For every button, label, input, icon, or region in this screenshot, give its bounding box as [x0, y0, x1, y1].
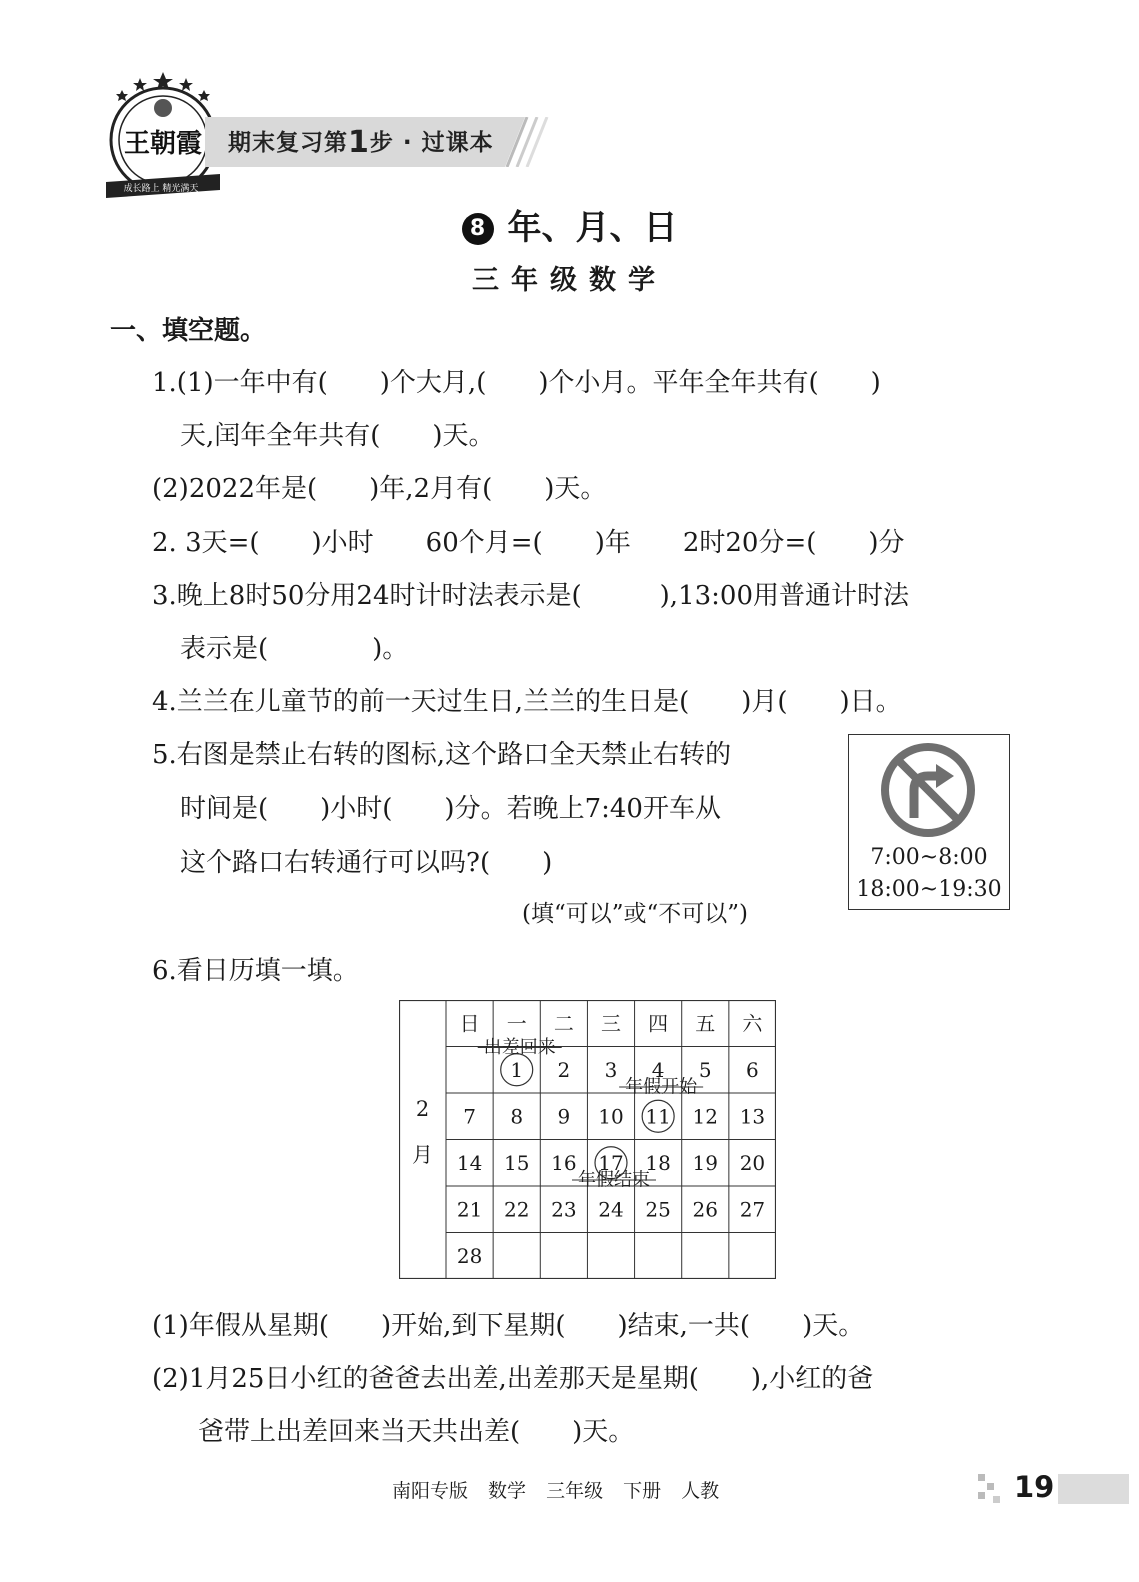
calendar-weekday: 日 [459, 1011, 480, 1036]
annotation-return: 出差回来 [483, 1037, 556, 1058]
question-3-line-1: 3.晚上8时50分用24时计时法表示是( ),13:00用普通计时法 [152, 581, 909, 611]
question-5-line-2: 时间是( )小时( )分。若晚上7:40开车从 [180, 794, 721, 824]
calendar-day: 2 [557, 1057, 571, 1082]
calendar-day: 8 [510, 1104, 524, 1129]
calendar-day: 12 [692, 1104, 719, 1129]
calendar-day: 5 [698, 1057, 712, 1082]
page-number-bar [1058, 1474, 1129, 1504]
section-title: 一、填空题。 [110, 316, 267, 346]
calendar-day: 3 [604, 1057, 618, 1082]
calendar-day: 20 [739, 1150, 766, 1175]
calendar-day: 18 [645, 1150, 671, 1175]
question-3-line-2: 表示是( )。 [180, 634, 409, 664]
calendar-day: 6 [746, 1057, 759, 1082]
page-number: 19 [1014, 1470, 1055, 1504]
calendar-day: 26 [692, 1197, 719, 1222]
calendar-day: 23 [551, 1197, 577, 1222]
question-1-2: (2)2022年是( )年,2月有( )天。 [152, 474, 607, 504]
annotation-holiday-start: 年假开始 [625, 1076, 698, 1098]
annotation-holiday-end: 年假结束 [578, 1169, 650, 1191]
calendar-day: 24 [598, 1197, 624, 1222]
calendar-day: 19 [692, 1150, 719, 1175]
calendar-day: 16 [551, 1150, 577, 1175]
no-right-turn-icon [880, 742, 976, 838]
calendar-day: 11 [645, 1104, 671, 1129]
question-6-1: (1)年假从星期( )开始,到下星期( )结束,一共( )天。 [152, 1311, 865, 1341]
calendar-day: 9 [557, 1104, 571, 1129]
svg-text:成长路上 精光满天: 成长路上 精光满天 [123, 184, 199, 194]
question-6-2-line-2: 爸带上出差回来当天共出差( )天。 [198, 1417, 635, 1447]
question-6-2-line-1: (2)1月25日小红的爸爸去出差,出差那天是星期( ),小红的爸 [152, 1364, 874, 1394]
calendar-day: 14 [456, 1150, 483, 1175]
calendar-day: 27 [739, 1197, 766, 1222]
sign-time-evening: 18:00~19:30 [856, 877, 1002, 902]
calendar-day: 25 [645, 1197, 671, 1222]
question-6: 6.看日历填一填。 [152, 956, 359, 986]
calendar-weekday: 四 [648, 1011, 669, 1036]
calendar-month-number: 2 [415, 1096, 430, 1121]
calendar-table [399, 1000, 776, 1279]
page-corner-decoration [978, 1474, 1000, 1504]
calendar-weekday: 二 [553, 1011, 574, 1036]
calendar-day: 13 [739, 1104, 766, 1129]
chapter-number-badge: 8 [462, 213, 494, 245]
svg-text:王朝霞: 王朝霞 [123, 129, 203, 159]
calendar-day: 4 [651, 1057, 665, 1082]
banner-text: 期末复习第1步 · 过课本 [228, 125, 494, 160]
calendar-weekday: 六 [742, 1011, 763, 1036]
calendar-day: 22 [503, 1197, 530, 1222]
calendar-day: 1 [510, 1057, 524, 1082]
calendar-day: 17 [598, 1150, 624, 1175]
question-5-hint: (填“可以”或“不可以”) [522, 901, 748, 927]
calendar-day: 28 [456, 1243, 483, 1268]
question-1-1-line-1: 1.(1)一年中有( )个大月,( )个小月。平年全年共有( ) [152, 368, 881, 398]
calendar-weekday: 三 [601, 1011, 621, 1036]
calendar-day: 15 [503, 1150, 530, 1175]
footer-text: 南阳专版 数学 三年级 下册 人教 [392, 1480, 720, 1502]
calendar-month-label: 月 [412, 1142, 433, 1167]
calendar-day: 7 [463, 1104, 476, 1129]
question-1-1-line-2: 天,闰年全年共有( )天。 [180, 421, 495, 451]
question-2: 2. 3天=( )小时 60个月=( )年 2时20分=( )分 [152, 528, 905, 558]
calendar-day: 10 [598, 1104, 624, 1129]
calendar-day: 21 [456, 1197, 483, 1222]
sign-time-morning: 7:00~8:00 [870, 845, 988, 870]
question-5-line-1: 5.右图是禁止右转的图标,这个路口全天禁止右转的 [152, 740, 732, 770]
calendar-weekday: 五 [695, 1011, 716, 1036]
calendar-weekday: 一 [506, 1011, 527, 1036]
chapter-title: 8 年、月、日 [0, 200, 1139, 249]
question-4: 4.兰兰在儿童节的前一天过生日,兰兰的生日是( )月( )日。 [152, 687, 902, 717]
question-5-line-3: 这个路口右转通行可以吗?( ) [180, 848, 553, 878]
subject-title: 三年级数学 [472, 265, 667, 296]
